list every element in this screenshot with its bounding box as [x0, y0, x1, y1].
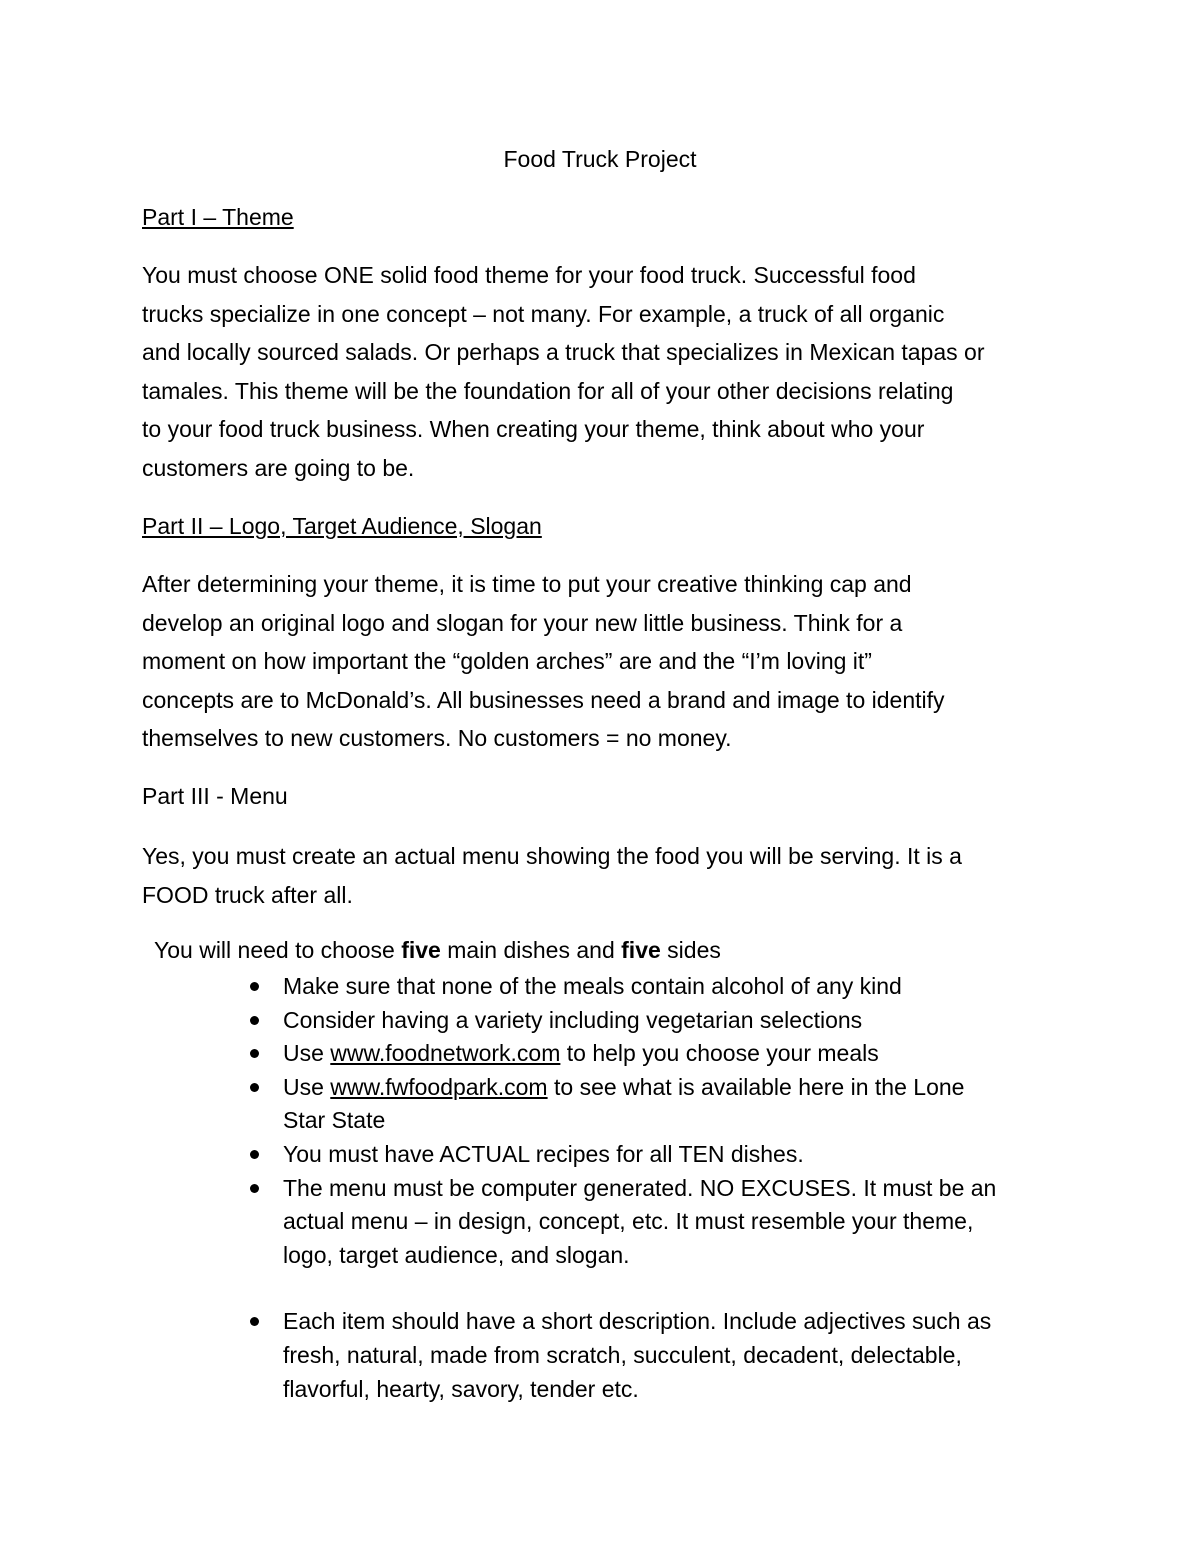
list-item	[0, 1037, 1063, 1071]
part2-paragraph	[142, 565, 1062, 758]
list-item-text	[283, 1071, 1063, 1105]
list-item-text-continued: Star State	[283, 1107, 386, 1134]
menu-intro-prefix: You will need to choose	[154, 937, 402, 963]
list-item-text: Each item should have a short description. Include adjectives such as	[283, 1308, 992, 1335]
part1-line: and locally sourced salads. Or perhaps a truck that specializes in Mexican tapas or	[142, 339, 985, 366]
menu-intro-bold-main: five	[401, 937, 441, 963]
fwfoodpark-link[interactable]: www.fwfoodpark.com	[330, 1073, 548, 1100]
list-item	[0, 1004, 1063, 1038]
list-item-suffix: to see what is available here in the Lone	[547, 1073, 965, 1100]
part1-heading-text: Part I – Theme	[142, 204, 294, 230]
list-item-prefix: Use	[283, 1040, 331, 1067]
part1-line: trucks specialize in one concept – not many. For example, a truck of all organic	[142, 300, 945, 327]
bullet-icon	[250, 1016, 259, 1025]
document-title: Food Truck Project	[503, 146, 697, 172]
bullet-icon	[250, 1049, 259, 1058]
bullet-icon	[250, 1150, 259, 1159]
part3-line: FOOD truck after all.	[142, 881, 353, 908]
list-item	[0, 1071, 1063, 1138]
foodnetwork-link[interactable]: www.foodnetwork.com	[330, 1040, 561, 1067]
list-item-text-continued: logo, target audience, and slogan.	[283, 1241, 630, 1268]
list-item-text-continued: actual menu – in design, concept, etc. It must resemble your theme,	[283, 1208, 974, 1235]
menu-requirements-list	[0, 970, 1200, 1406]
part1-paragraph	[142, 256, 1062, 488]
part2-line: After determining your theme, it is time to put your creative thinking cap and	[142, 571, 912, 597]
part3-line: Yes, you must create an actual menu showing the food you will be serving. It is a	[142, 843, 962, 869]
part3-paragraph	[142, 837, 1062, 914]
part1-line: tamales. This theme will be the foundation for all of your other decisions relating	[142, 377, 954, 404]
part1-heading	[142, 201, 294, 233]
list-item-text-continued: flavorful, hearty, savory, tender etc.	[283, 1375, 639, 1402]
list-item	[0, 1138, 1063, 1172]
list-item-suffix: to help you choose your meals	[560, 1040, 879, 1067]
list-item-text: Consider having a variety including vegetarian selections	[283, 1006, 863, 1033]
part2-heading-text: Part II – Logo, Target Audience, Slogan	[142, 513, 542, 539]
part2-heading	[142, 510, 542, 542]
menu-intro-suffix: sides	[660, 937, 721, 963]
part2-line: moment on how important the “golden arches” are and the “I’m loving it”	[142, 648, 872, 675]
bullet-icon	[250, 1083, 259, 1092]
list-item-text	[283, 1037, 1063, 1071]
part1-line: to your food truck business. When creating your theme, think about who your	[142, 416, 925, 443]
list-item-text: The menu must be computer generated. NO EXCUSES. It must be an	[283, 1174, 997, 1201]
list-item-text-continued: fresh, natural, made from scratch, succulent, decadent, delectable,	[283, 1341, 962, 1368]
list-item-text: Make sure that none of the meals contain alcohol of any kind	[283, 973, 902, 999]
bullet-icon	[250, 1184, 259, 1193]
part1-line: You must choose ONE solid food theme for your food truck. Successful food	[142, 262, 916, 288]
part2-line: themselves to new customers. No customers = no money.	[142, 725, 732, 752]
part1-line: customers are going to be.	[142, 454, 415, 481]
menu-intro-middle: main dishes and	[440, 937, 622, 963]
list-item	[0, 1172, 1063, 1273]
part2-line: concepts are to McDonald’s. All businesses need a brand and image to identify	[142, 686, 945, 713]
list-item	[0, 1305, 1063, 1406]
part2-line: develop an original logo and slogan for your new little business. Think for a	[142, 609, 903, 636]
part3-heading: Part III - Menu	[142, 783, 288, 809]
menu-intro	[154, 934, 721, 966]
list-item-text: You must have ACTUAL recipes for all TEN dishes.	[283, 1140, 804, 1167]
bullet-icon	[250, 982, 259, 991]
list-item-prefix: Use	[283, 1073, 331, 1100]
menu-intro-bold-sides: five	[621, 937, 661, 963]
list-item	[0, 970, 1063, 1004]
bullet-icon	[250, 1317, 259, 1326]
